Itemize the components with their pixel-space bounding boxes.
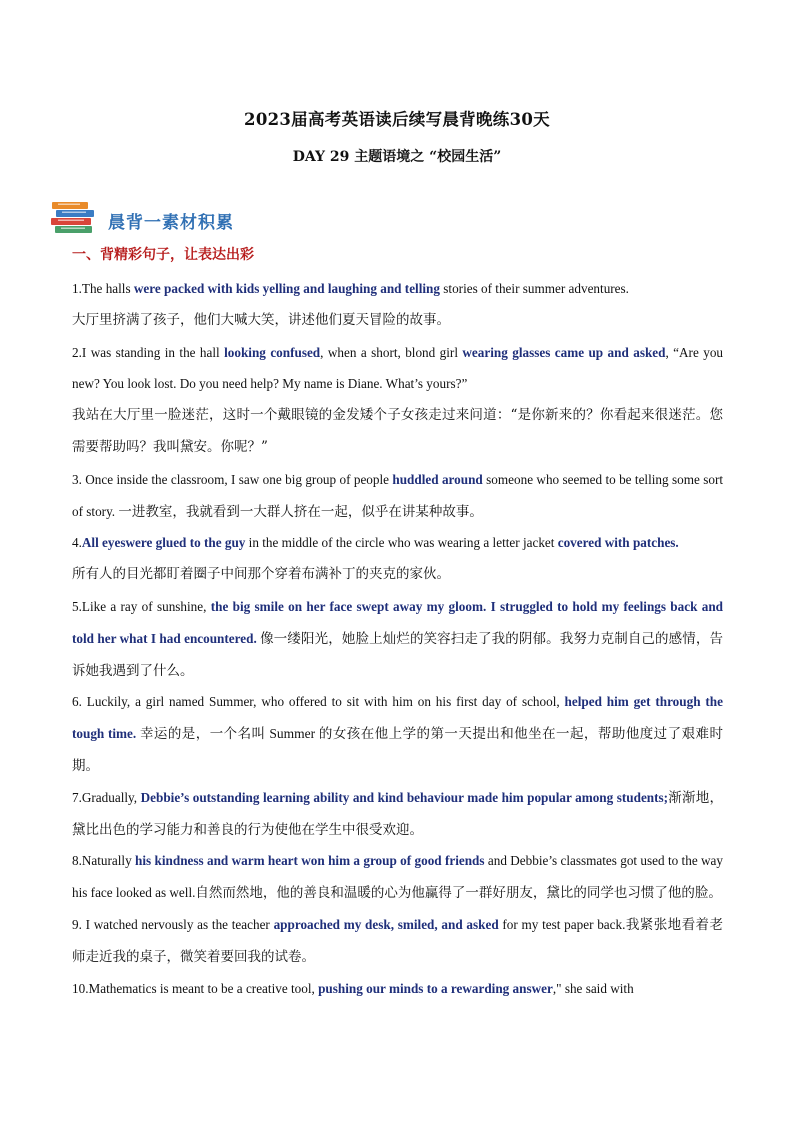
text: 5.Like a ray of sunshine,: [72, 598, 211, 614]
page-title: 2023届高考英语读后续写晨背晚练30天: [244, 110, 550, 129]
sentence-6: [72, 686, 723, 781]
highlight: helped him get through the tough time.: [72, 694, 723, 742]
highlight: huddled around: [392, 471, 483, 487]
text: 2.I was standing in the hall: [72, 344, 225, 360]
sentence-2-cn: 我站在大厅里一脸迷茫，这时一个戴眼镜的金发矮个子女孩走过来问道：“是你新来的？你看起来很迷茫。您需要帮助吗？我叫黛安。你呢？”: [72, 407, 723, 455]
sentence-4-en: [72, 527, 723, 559]
sentence-8: [72, 845, 723, 909]
text: , when a short, blond girl: [320, 344, 463, 360]
sentence-7: [72, 782, 723, 846]
text: 9. I watched nervously as the teacher: [72, 916, 274, 932]
sentence-5: [72, 591, 723, 686]
translation: 一进教室，我就看到一大群人挤在一起，似乎在讲某种故事。: [118, 503, 483, 519]
translation: 渐渐地，黛比出色的学习能力和善良的行为使他在学生中很受欢迎。: [72, 789, 723, 837]
highlight: the big smile on her face swept away my gloom. I struggled to hold my feelings back and told her what I had encountered.: [72, 598, 723, 646]
highlight: his kindness and warm heart won him a group of good friends: [135, 853, 485, 869]
section-header: [50, 196, 450, 240]
sentence-1-en: [72, 273, 723, 305]
text: someone who seemed to be telling some sort of story.: [72, 471, 723, 519]
highlight: All eyeswere glued to the guy: [81, 535, 246, 551]
text: for my test paper back.: [498, 916, 626, 932]
sentence-4-cn: 所有人的目光都盯着圈子中间那个穿着布满补丁的夹克的家伙。: [72, 566, 450, 583]
books-icon: [50, 200, 98, 234]
text: 10.Mathematics is meant to be a creative tool,: [72, 980, 319, 996]
sentence-9: [72, 909, 723, 973]
text: and Debbie’s classmates got used to the way his face looked as well.: [72, 853, 723, 901]
highlight: looking confused: [224, 344, 321, 360]
highlight: wearing glasses came up and asked: [462, 344, 666, 360]
sentence-10: [72, 973, 723, 1005]
translation: 自然而然地，他的善良和温暖的心为他赢得了一群好朋友，黛比的同学也习惯了他的脸。: [195, 885, 722, 901]
sentence-list: [72, 273, 723, 1004]
text: 7.Gradually,: [72, 789, 141, 805]
sentence-2-en: [72, 337, 723, 401]
text: ," she said with: [552, 980, 634, 996]
page-subtitle: DAY 29 主题语境之 “校园生活”: [292, 149, 502, 165]
highlight: were packed with kids yelling and laughing and telling: [133, 281, 440, 296]
translation: 我紧张地看着老师走近我的桌子，微笑着要回我的试卷。: [72, 916, 723, 964]
text: 4.: [72, 535, 82, 551]
highlight: covered with patches.: [557, 535, 679, 551]
highlight: pushing our minds to a rewarding answer: [318, 980, 553, 996]
section-subtitle: 一、背精彩句子，让表达出彩: [72, 247, 254, 263]
text: , “Are you new? You look lost. Do you need help? My name is Diane. What’s yours?”: [72, 344, 724, 392]
text: 6. Luckily, a girl named Summer, who offered to sit with him on his first day of school,: [72, 694, 565, 710]
text: in the middle of the circle who was wearing a letter jacket: [245, 535, 558, 551]
translation: 幸运的是，一个名叫 Summer 的女孩在他上学的第一天提出和他坐在一起，帮助他度过了艰难时期。: [72, 726, 723, 773]
text: 1.The halls: [72, 281, 134, 296]
highlight: approached my desk, smiled, and asked: [273, 916, 499, 932]
sentence-1-cn: 大厅里挤满了孩子，他们大喊大笑，讲述他们夏天冒险的故事。: [72, 311, 450, 328]
text: 3. Once inside the classroom, I saw one big group of people: [72, 471, 393, 487]
text: 8.Naturally: [72, 853, 136, 869]
translation: 像一缕阳光，她脸上灿烂的笑容扫走了我的阴郁。我努力克制自己的感情，告诉她我遇到了什么。: [72, 630, 724, 678]
text: stories of their summer adventures.: [439, 281, 629, 296]
sentence-3: [72, 464, 723, 528]
highlight: Debbie’s outstanding learning ability and kind behaviour made him popular among students;: [140, 789, 669, 805]
section-title: 晨背一素材积累: [108, 213, 234, 233]
